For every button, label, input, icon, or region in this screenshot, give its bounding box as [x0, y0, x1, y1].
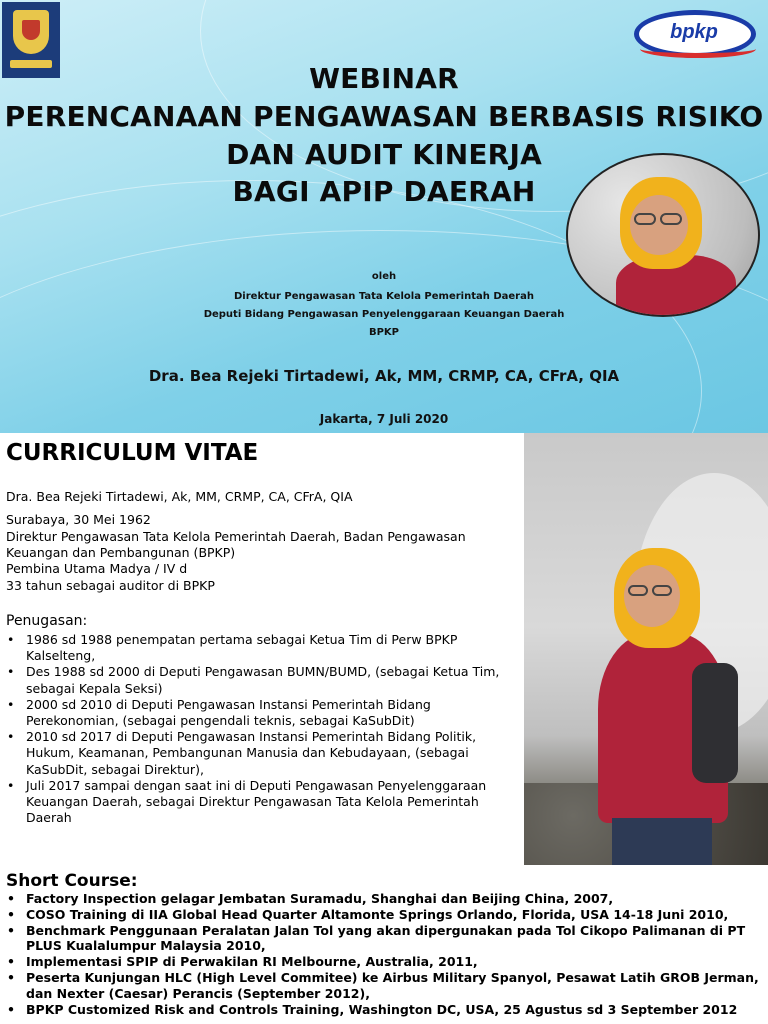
- speaker-name: Dra. Bea Rejeki Tirtadewi, Ak, MM, CRMP, CA, CFrA, QIA: [148, 367, 620, 385]
- webinar-slide: [0, 0, 768, 433]
- by-label: oleh: [371, 271, 397, 282]
- shield-icon: [13, 10, 49, 54]
- cv-rank: Pembina Utama Madya / IV d: [6, 561, 188, 576]
- list-item: • BPKP Customized Risk and Controls Training, Washington DC, USA, 25 Agustus sd 3 September 2012: [6, 1002, 762, 1018]
- cv-position: Direktur Pengawasan Tata Kelola Pemerintah Daerah, Badan Pengawasan: [6, 529, 466, 544]
- speaker-photo: [524, 433, 768, 865]
- list-item: • Des 1988 sd 2000 di Deputi Pengawasan BUMN/BUMD, (sebagai Ketua Tim, sebagai Kepala Seksi): [6, 664, 521, 696]
- assignments-list: [6, 632, 521, 826]
- bpkp-logo: [634, 10, 760, 62]
- cv-title: CURRICULUM VITAE: [6, 440, 259, 466]
- speaker-role: Direktur Pengawasan Tata Kelola Pemerintah Daerah: [234, 291, 534, 302]
- logo-text: bpkp: [670, 21, 718, 43]
- assignments-heading: Penugasan:: [6, 613, 88, 629]
- list-item: • Benchmark Penggunaan Peralatan Jalan Tol yang akan dipergunakan pada Tol Cikopo Palimanan di PT PLUS Kualalumpur Malaysia 2010,: [6, 923, 762, 955]
- place-date: Jakarta, 7 Juli 2020: [319, 412, 449, 426]
- cv-position: Keuangan dan Pembangunan (BPKP): [6, 545, 236, 560]
- list-item: • 2000 sd 2010 di Deputi Pengawasan Instansi Pemerintah Bidang Perekonomian, (sebagai pengendali teknis, sebagai KaSubDit): [6, 697, 521, 729]
- short-course-heading: Short Course:: [6, 871, 138, 891]
- short-course-list: [6, 891, 762, 1017]
- list-item: • Implementasi SPIP di Perwakilan RI Melbourne, Australia, 2011,: [6, 954, 762, 970]
- speaker-deputy: Deputi Bidang Pengawasan Penyelenggaraan Keuangan Daerah: [203, 309, 565, 320]
- cv-name: Dra. Bea Rejeki Tirtadewi, Ak, MM, CRMP, CA, CFrA, QIA: [6, 489, 353, 504]
- slide-title-line: BAGI APIP DAERAH: [232, 175, 536, 208]
- cv-birth: Surabaya, 30 Mei 1962: [6, 512, 151, 527]
- backpack: [692, 663, 738, 783]
- cv-experience: 33 tahun sebagai auditor di BPKP: [6, 578, 215, 593]
- list-item: • 1986 sd 1988 penempatan pertama sebagai Ketua Tim di Perw BPKP Kalselteng,: [6, 632, 521, 664]
- list-item: • Peserta Kunjungan HLC (High Level Commitee) ke Airbus Military Spanyol, Pesawat Latih GROB Jerman, dan Nexter (Caesar) Perancis (September 2012),: [6, 970, 762, 1002]
- slide-title-line: PERENCANAAN PENGAWASAN BERBASIS RISIKO: [4, 100, 764, 133]
- slide-title-line: DAN AUDIT KINERJA: [226, 138, 542, 171]
- slide-title-line: WEBINAR: [309, 62, 459, 95]
- list-item: • Juli 2017 sampai dengan saat ini di Deputi Pengawasan Penyelenggaraan Keuangan Daerah, sebagai Direktur Pengawasan Tata Kelola Pemerintah Daerah: [6, 778, 521, 827]
- list-item: • COSO Training di IIA Global Head Quarter Altamonte Springs Orlando, Florida, USA 14-18 Juni 2010,: [6, 907, 762, 923]
- list-item: • Factory Inspection gelagar Jembatan Suramadu, Shanghai dan Beijing China, 2007,: [6, 891, 762, 907]
- list-item: • 2010 sd 2017 di Deputi Pengawasan Instansi Pemerintah Bidang Politik, Hukum, Keamanan, Pembangunan Manusia dan Kebudayaan, (sebagai KaSubDit, sebagai Direktur),: [6, 729, 521, 778]
- speaker-org: BPKP: [368, 327, 400, 338]
